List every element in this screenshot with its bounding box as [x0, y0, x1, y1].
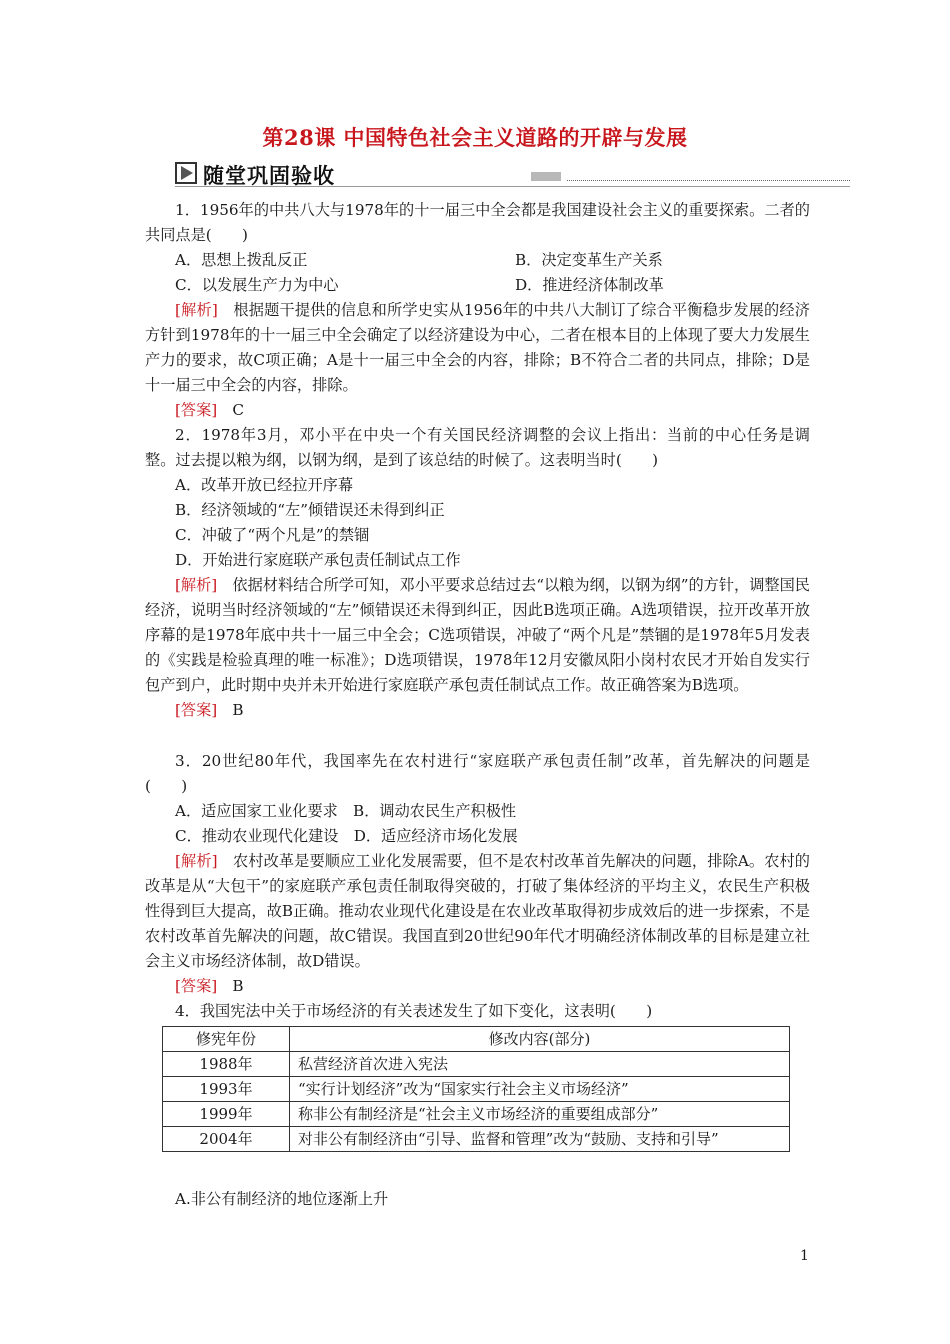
lesson-title: 第28课 中国特色社会主义道路的开辟与发展 [262, 125, 688, 150]
question-stem: 4．我国宪法中关于市场经济的有关表述发生了如下变化，这表明( ) [175, 1002, 653, 1020]
table-cell: 1988年 [163, 1052, 290, 1077]
question-2 [145, 423, 810, 723]
answer [145, 974, 810, 999]
answer-text: C [217, 401, 245, 419]
table-cell: 1993年 [163, 1077, 290, 1102]
analysis-tag: [解析] [175, 852, 218, 870]
option: C．冲破了“两个凡是”的禁锢 [175, 526, 370, 544]
analysis-tag: [解析] [175, 301, 218, 319]
option: B．调动农民生产积极性 [353, 802, 517, 820]
option: D．推进经济体制改革 [515, 276, 664, 294]
banner-dotted-line [567, 180, 850, 181]
analysis [145, 298, 810, 398]
table-cell: 对非公有制经济由“引导、监督和管理”改为“鼓励、支持和引导” [290, 1127, 790, 1152]
answer-tag: [答案] [175, 701, 218, 719]
table-cell: “实行计划经济”改为“国家实行社会主义市场经济” [290, 1077, 790, 1102]
option: A.非公有制经济的地位逐渐上升 [175, 1190, 389, 1208]
table-row [163, 1102, 790, 1127]
question-stem: 3．20世纪80年代，我国率先在农村进行“家庭联产承包责任制”改革，首先解决的问题是( ) [145, 752, 810, 795]
answer-text: B [217, 977, 244, 995]
section-label: 随堂巩固验收 [203, 164, 335, 188]
analysis-text: 农村改革是要顺应工业化发展需要，但不是农村改革首先解决的问题，排除A。农村的改革是从“大包干”的家庭联产承包责任制取得突破的，打破了集体经济的平均主义，农民生产积极性得到巨大提高，故B正确。推动农业现代化建设是在农业改革取得初步成效后的进一步探索，不是农村改革首先解决的问题，故C错误。我国直到20世纪90年代才明确经济体制改革的目标是建立社会主义市场经济体制，故D错误。 [145, 852, 810, 970]
question-stem: 2．1978年3月，邓小平在中央一个有关国民经济调整的会议上指出：当前的中心任务是调整。过去提以粮为纲，以钢为纲，是到了该总结的时候了。这表明当时( ) [145, 426, 810, 469]
amendment-table [162, 1026, 790, 1152]
option: C．以发展生产力为中心 [175, 276, 339, 294]
option: C．推动农业现代化建设 [175, 827, 339, 845]
table-header: 修宪年份 [163, 1027, 290, 1052]
answer-tag: [答案] [175, 977, 218, 995]
question-3 [145, 749, 810, 999]
option: B．经济领域的“左”倾错误还未得到纠正 [175, 501, 445, 519]
analysis [145, 849, 810, 974]
answer-text: B [217, 701, 244, 719]
analysis-text: 根据题干提供的信息和所学史实从1956年的中共八大制订了综合平衡稳步发展的经济方针到1978年的十一届三中全会确定了以经济建设为中心，二者在根本目的上体现了要大力发展生产力的要求，故C项正确；A是十一届三中全会的内容，排除；B不符合二者的共同点，排除；D是十一届三中全会的内容，排除。 [145, 301, 810, 394]
table-cell: 称非公有制经济是“社会主义市场经济的重要组成部分” [290, 1102, 790, 1127]
section-banner [175, 160, 850, 188]
analysis [145, 573, 810, 698]
option-pair [145, 799, 810, 824]
option: B．决定变革生产关系 [515, 251, 663, 269]
page-number: 1 [800, 1248, 809, 1264]
table-header-row [163, 1027, 790, 1052]
banner-gray-block [531, 172, 561, 181]
option: A．改革开放已经拉开序幕 [175, 476, 354, 494]
option: A．思想上拨乱反正 [175, 251, 308, 269]
answer [145, 698, 810, 723]
analysis-text: 依据材料结合所学可知，邓小平要求总结过去“以粮为纲，以钢为纲”的方针，调整国民经济，说明当时经济领域的“左”倾错误还未得到纠正，因此B选项正确。A选项错误，拉开改革开放序幕的是1978年底中共十一届三中全会；C选项错误，冲破了“两个凡是”禁锢的是1978年5月发表的《实践是检验真理的唯一标准》；D选项错误，1978年12月安徽凤阳小岗村农民才开始自发实行包产到户，此时期中央并未开始进行家庭联产承包责任制试点工作。故正确答案为B选项。 [145, 576, 810, 694]
table-header: 修改内容(部分) [290, 1027, 790, 1052]
question-1 [145, 198, 810, 423]
answer-tag: [答案] [175, 401, 218, 419]
banner-underline [175, 186, 850, 187]
answer [145, 398, 810, 423]
table-cell: 2004年 [163, 1127, 290, 1152]
option: A．适应国家工业化要求 [175, 802, 338, 820]
table-row [163, 1052, 790, 1077]
option-row [145, 248, 810, 273]
option-row [145, 273, 810, 298]
option-pair [145, 824, 810, 849]
table-cell: 私营经济首次进入宪法 [290, 1052, 790, 1077]
analysis-tag: [解析] [175, 576, 218, 594]
table-row [163, 1077, 790, 1102]
arrow-play-icon [175, 162, 197, 184]
table-cell: 1999年 [163, 1102, 290, 1127]
question-stem: 1．1956年的中共八大与1978年的十一届三中全会都是我国建设社会主义的重要探索。二者的共同点是( ) [145, 201, 810, 244]
option: D．适应经济市场化发展 [353, 827, 518, 845]
question-4 [145, 999, 810, 1024]
option: D．开始进行家庭联产承包责任制试点工作 [175, 551, 461, 569]
table-row [163, 1127, 790, 1152]
